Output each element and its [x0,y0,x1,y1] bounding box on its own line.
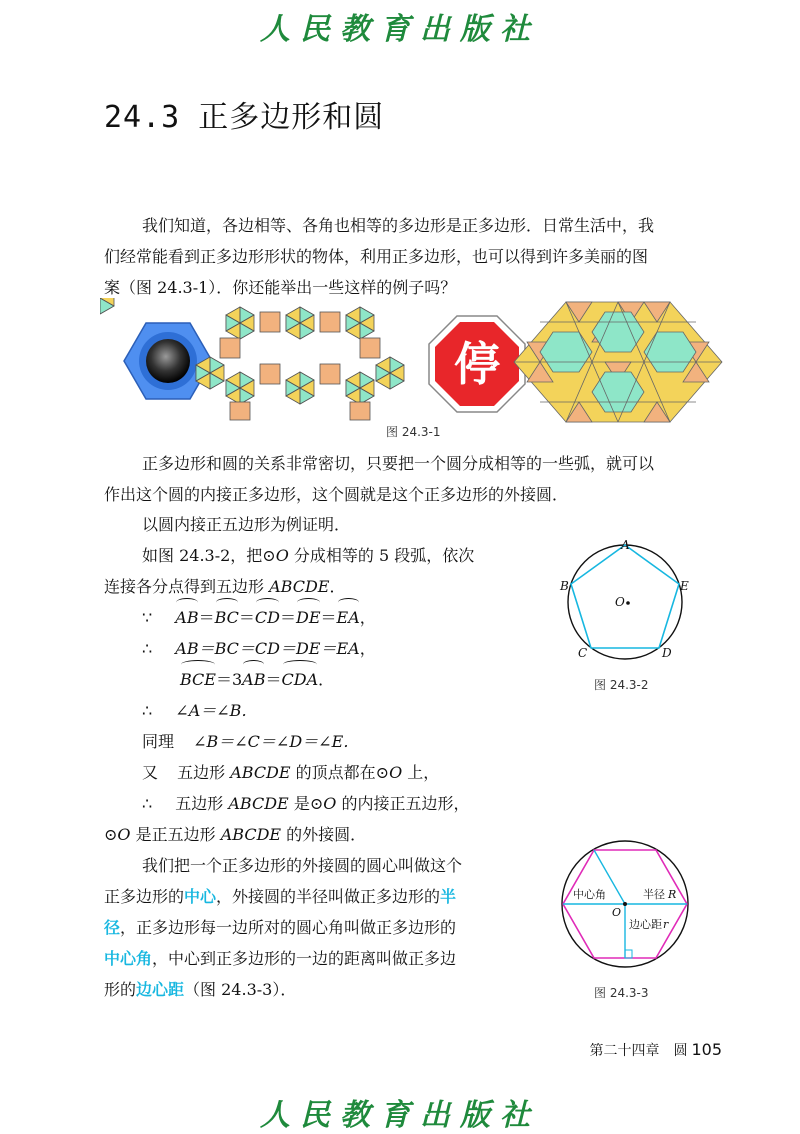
section-title [104,92,384,136]
label-c: C [578,646,588,660]
proof-text: 五边形 [177,763,231,782]
comma: ， [359,639,376,658]
math-var: ABCDE [230,763,291,782]
arc-cda: CDA [282,664,319,695]
definition-line [104,912,456,943]
figure-24-3-3 [555,840,705,980]
intro-line: 我们知道，各边相等、各角也相等的多边形是正多边形．日常生活中，我 [142,216,655,235]
publisher-footer: 人民教育出版社 [260,1098,540,1133]
section-number: 24.3 [104,100,181,135]
intro-line: 们经常能看到正多边形形状的物体，利用正多边形，也可以得到许多美丽的图 [104,247,649,266]
term-radius: 径 [104,918,121,937]
definition-line [104,974,296,1005]
section-title-text: 正多边形和圆 [198,100,385,135]
right-angle-mark [625,950,632,958]
proof-text: 如图 24.3-2，把⊙ [142,546,276,565]
eq: ＝ [280,608,297,627]
therefore-symbol: ∴ [142,639,153,658]
stop-sign-text: 停 [454,337,500,391]
relation-line: 正多边形和圆的关系非常密切，只要把一个圆分成相等的一些弧，就可以 [142,454,655,473]
also-label: 又 [142,763,159,782]
angle-equality-all: ∠B＝∠C＝∠D＝∠E． [193,732,360,751]
proof-conclusion-line [142,788,469,819]
label-radius: 半径 [643,888,665,901]
label-d: D [662,646,672,660]
arc-ab: AB [242,664,265,695]
math-var: ABCDE [228,794,289,813]
proof-text: 是⊙ [288,794,324,813]
definition-text: ，外接圆的半径叫做正多边形的 [216,887,441,906]
period: ． [318,670,335,689]
definition-text: （图 24.3-3）． [184,980,297,999]
arc-de: DE [296,602,321,633]
publisher-header: 人民教育出版社 [260,12,540,47]
eq: ＝ [198,608,215,627]
arc-bce: BCE [180,664,216,695]
arc-bc: BC [215,602,239,633]
label-a: A [621,538,630,552]
proof-text: ⊙ [104,825,118,844]
figure2-caption: 图 24.3-2 [594,678,649,692]
page-number: 105 [691,1040,722,1059]
math-var: O [117,825,131,844]
intro-paragraph [104,210,744,305]
label-apothem: 边心距 [629,918,662,931]
definition-line: 我们把一个正多边形的外接圆的圆心叫做这个 [142,856,463,875]
label-center-angle: 中心角 [573,888,606,901]
term-center: 中心 [184,887,217,906]
label-b: B [560,579,569,593]
proof-text: ． [329,577,346,596]
arc-ea: EA [337,602,360,633]
proof-text: 分成相等的 5 段弧，依次 [288,546,475,565]
definition-line [104,943,456,974]
figure-24-3-2 [552,538,702,668]
relation-line: 作出这个圆的内接正多边形，这个圆就是这个正多边形的外接圆． [104,485,569,504]
center-point [623,902,627,906]
proof-text: 上， [402,763,440,782]
proof-text: 的内接正五边形， [336,794,470,813]
math-var: O [389,763,403,782]
proof-last-line [104,819,366,850]
eq: ＝ [238,608,255,627]
label-o: O [612,906,622,919]
proof-arc-sum-line [180,664,334,695]
angle-equality: ∠A＝∠B． [175,701,258,720]
therefore-symbol: ∴ [142,794,153,813]
proof-text: 五边形 [175,794,229,813]
proof-similarly-line [142,726,359,757]
proof-also-line [142,757,439,788]
figure-24-3-1 [100,298,740,423]
definition-text: ，中心到正多边形的一边的距离叫做正多边 [152,949,457,968]
proof-text: 是正五边形 [130,825,221,844]
arc-ab: AB [175,602,198,633]
comma: ， [359,608,376,627]
term-apothem: 边心距 [136,980,185,999]
tessellation-pattern [514,302,722,422]
circumscribed-circle [568,545,682,659]
chords-equal: AB＝BC＝CD＝DE＝EA [175,639,360,658]
intro-line: 案（图 24.3-1）．你还能举出一些这样的例子吗？ [104,278,457,297]
definition-text: ，正多边形每一边所对的圆心角叫做正多边形的 [120,918,457,937]
chapter-label: 第二十四章 圆 [589,1043,688,1059]
figure1-caption: 图 24.3-1 [386,425,441,439]
proof-line-1 [142,540,474,571]
similarly-label: 同理 [142,732,175,751]
eq-three: ＝3 [215,670,243,689]
label-radius-var: R [668,888,677,901]
label-e: E [680,579,689,593]
hex-nut-image [124,323,212,399]
eq: ＝ [320,608,337,627]
math-var: ABCDE [220,825,282,844]
regular-pentagon [571,545,679,648]
eq: ＝ [265,670,282,689]
page-footer [589,1040,722,1060]
definition-text: 形的 [104,980,137,999]
proof-text: 连接各分点得到五边形 [104,577,270,596]
proof-because-line [142,602,376,633]
arc-cd: CD [255,602,280,633]
stop-sign-image [429,316,525,412]
proof-therefore-line-2 [142,695,257,726]
term-radius: 半 [440,887,457,906]
term-central-angle: 中心角 [104,949,153,968]
relation-paragraph [104,448,744,512]
figure3-caption: 图 24.3-3 [594,986,649,1000]
definition-text: 正多边形的 [104,887,185,906]
math-var: O [275,546,289,565]
proof-text: 的外接圆． [281,825,367,844]
therefore-symbol: ∴ [142,701,153,720]
definition-paragraph [104,850,544,1000]
proof-lead: 以圆内接正五边形为例证明． [142,515,351,534]
proof-therefore-line-1 [142,633,376,664]
math-var: ABCDE [269,577,330,596]
center-point [626,601,630,605]
because-symbol: ∵ [142,608,153,627]
label-o: O [615,595,625,609]
definition-line [104,881,456,912]
math-var: O [323,794,337,813]
label-apothem-var: r [663,918,669,931]
proof-block [104,509,544,844]
proof-text: 的顶点都在⊙ [290,763,390,782]
